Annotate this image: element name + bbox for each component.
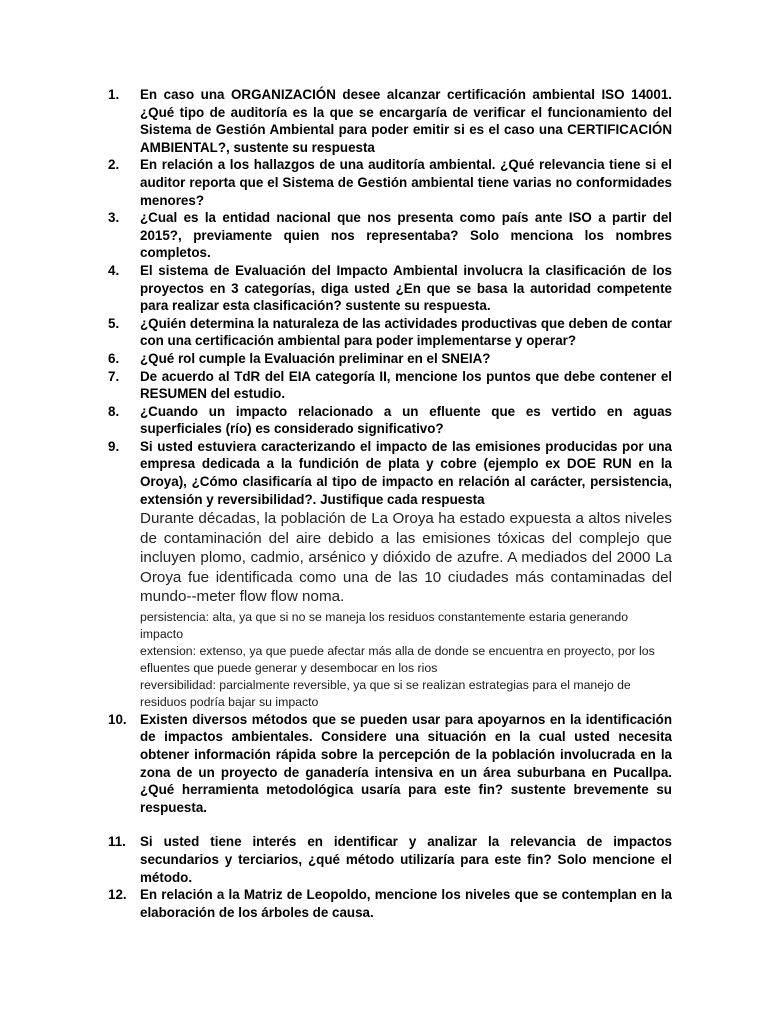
question-number: 6. bbox=[108, 350, 120, 366]
question-item-1 bbox=[0, 86, 672, 156]
question-text: En caso una ORGANIZACIÓN desee alcanzar certificación ambiental ISO 14001. ¿Qué tipo de auditoría es la que se encargaría de verificar el funcionamiento del Sistema de Gestión Ambiental para poder emitir si es el caso una CERTIFICACIÓN AMBIENTAL?, sustente su respuesta bbox=[140, 87, 672, 155]
question-item-6 bbox=[0, 350, 672, 368]
answer-note-reversibilidad: reversibilidad: parcialmente reversible, ya que si se realizan estrategias para el manejo de residuos podría bajar su impacto bbox=[140, 677, 631, 709]
question-text: ¿Quién determina la naturaleza de las actividades productivas que deben de contar con una certificación ambiental para poder implementarse y operar? bbox=[140, 315, 672, 349]
question-number: 9. bbox=[108, 438, 120, 454]
question-text: ¿Cual es la entidad nacional que nos presenta como país ante ISO a partir del 2015?, previamente quien nos representaba? Solo menciona los nombres completos. bbox=[140, 210, 672, 261]
question-number: 12. bbox=[108, 887, 127, 903]
question-item-4 bbox=[0, 262, 672, 315]
question-number: 2. bbox=[108, 157, 120, 173]
answer-note-persistencia: persistencia: alta, ya que si no se maneja los residuos constantemente estaria generando impacto bbox=[140, 609, 629, 641]
question-number: 11. bbox=[108, 834, 126, 850]
question-text: En relación a los hallazgos de una auditoría ambiental. ¿Qué relevancia tiene si el auditor reporta que el Sistema de Gestión ambiental tiene varias no conformidades menores? bbox=[140, 157, 672, 208]
question-text: El sistema de Evaluación del Impacto Ambiental involucra la clasificación de los proyectos en 3 categorías, diga usted ¿En que se basa la autoridad competente para realizar esta clasificación? sustente su respuesta. bbox=[140, 262, 672, 314]
question-number: 5. bbox=[108, 315, 120, 331]
answer-main-paragraph: Durante décadas, la población de La Oroya ha estado expuesta a altos niveles de contaminación del aire debido a las emisiones tóxicas del complejo que incluyen plomo, cadmio, arsénico y dióxido de azufre. A mediados del 2000 La Oroya fue identificada como una de las 10 ciudades más contaminadas del mundo--meter flow flow noma. bbox=[140, 510, 672, 606]
question-item-12 bbox=[0, 886, 672, 921]
question-item-8 bbox=[0, 403, 672, 438]
question-text: ¿Cuando un impacto relacionado a un efluente que es vertido en aguas superficiales (río) es considerado significativo? bbox=[140, 403, 672, 437]
question-text: Si usted estuviera caracterizando el impacto de las emisiones producidas por una empresa dedicada a la fundición de plata y cobre (ejemplo ex DOE RUN en la Oroya), ¿Cómo clasificaría al tipo de impacto en relación al carácter, persistencia, extensión y reversibilidad?. Justifique cada respuesta bbox=[140, 438, 672, 507]
question-number: 4. bbox=[108, 262, 120, 278]
question-item-9 bbox=[0, 438, 672, 711]
blank-line bbox=[0, 816, 672, 833]
question-text: En relación a la Matriz de Leopoldo, mencione los niveles que se contemplan en la elaboración de los árboles de causa. bbox=[140, 887, 672, 920]
question-list bbox=[0, 86, 672, 921]
question-text: De acuerdo al TdR del EIA categoría II, mencione los puntos que debe contener el RESUMEN del estudio. bbox=[140, 368, 672, 402]
question-number: 7. bbox=[108, 368, 120, 384]
question-text: Existen diversos métodos que se pueden usar para apoyarnos en la identificación de impactos ambientales. Considere una situación en la cual usted necesita obtener información rápida sobre la percepción de la población involucrada en la zona de un proyecto de ganadería intensiva en un área suburbana en Pucallpa. ¿Qué herramienta metodológica usaría para este fin? sustente brevemente su respuesta. bbox=[140, 711, 672, 815]
question-number: 1. bbox=[108, 87, 120, 102]
question-number: 10. bbox=[108, 711, 127, 727]
question-item-11 bbox=[0, 833, 672, 886]
question-text: Si usted tiene interés en identificar y analizar la relevancia de impactos secundarios y terciarios, ¿qué método utilizaría para este fin? Solo mencione el método. bbox=[140, 834, 672, 885]
question-number: 3. bbox=[108, 210, 120, 226]
question-text: ¿Qué rol cumple la Evaluación preliminar en el SNEIA? bbox=[140, 350, 491, 366]
answer-note-extension: extension: extenso, ya que puede afectar más alla de donde se encuentra en proyecto, por los efluentes que puede generar y desembocar en los rios bbox=[140, 643, 655, 675]
question-item-5 bbox=[0, 315, 672, 350]
question-item-7 bbox=[0, 368, 672, 403]
question-item-3 bbox=[0, 209, 672, 262]
question-item-10 bbox=[0, 711, 672, 817]
question-number: 8. bbox=[108, 403, 120, 419]
question-item-2 bbox=[0, 156, 672, 209]
